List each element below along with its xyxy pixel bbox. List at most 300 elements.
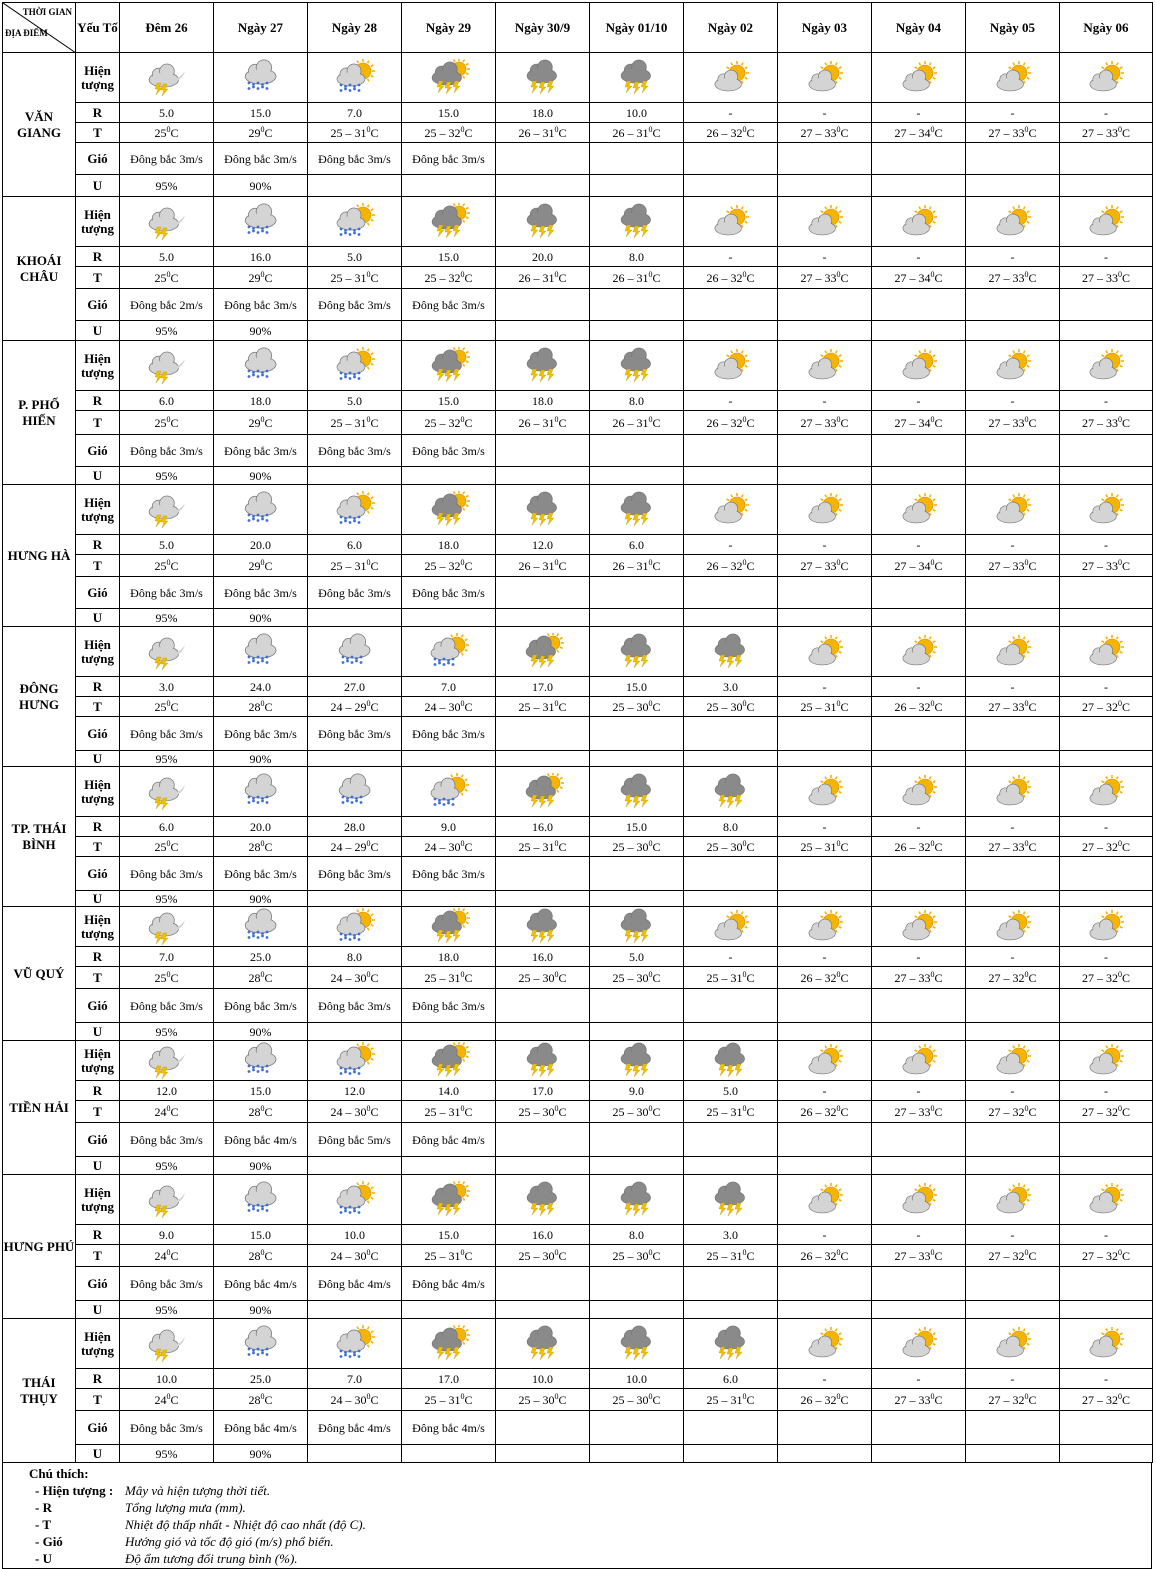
rain-row [3, 103, 1153, 123]
row-label: Gió [76, 989, 120, 1023]
empty-cell [590, 609, 684, 627]
empty-cell [872, 1267, 966, 1301]
night-cloud-lightning-icon [120, 347, 213, 385]
sun-cloud-icon [1060, 773, 1152, 811]
sun-cloud-icon [872, 59, 965, 97]
wind-value: Đông bắc 3m/s [214, 577, 308, 609]
rain-value: 6.0 [684, 1369, 778, 1389]
sun-dark-cloud-lightning-icon [402, 1042, 495, 1080]
cloud-rain-icon [214, 773, 307, 811]
sun-cloud-icon [778, 59, 871, 97]
empty-cell [684, 577, 778, 609]
empty-cell [966, 321, 1060, 341]
weather-cell [872, 907, 966, 947]
rain-value: 15.0 [402, 391, 496, 411]
temperature-value: $25^0C$ [120, 123, 214, 143]
weather-cell [590, 53, 684, 103]
sun-cloud-icon [778, 1325, 871, 1363]
row-label: Gió [76, 717, 120, 751]
rain-value: - [966, 535, 1060, 555]
rain-value: 25.0 [214, 1369, 308, 1389]
temperature-value: $25 - 31^0C$ [402, 1101, 496, 1123]
row-label: Hiện tượng [76, 1041, 120, 1081]
temperature-row [3, 267, 1153, 289]
weather-cell [214, 197, 308, 247]
weather-cell [684, 341, 778, 391]
sun-cloud-icon [872, 203, 965, 241]
cloud-rain-icon [214, 908, 307, 946]
sun-cloud-icon [684, 908, 777, 946]
weather-cell [778, 767, 872, 817]
rain-value: - [872, 677, 966, 697]
temperature-value: $26 - 32^0C$ [684, 411, 778, 435]
weather-cell [120, 485, 214, 535]
weather-cell [1060, 767, 1153, 817]
temperature-value: $27 - 32^0C$ [966, 1101, 1060, 1123]
temperature-value: $26 - 32^0C$ [778, 1101, 872, 1123]
temperature-row [3, 123, 1153, 143]
empty-cell [402, 1445, 496, 1463]
row-label: U [76, 321, 120, 341]
wind-value: Đông bắc 3m/s [308, 989, 402, 1023]
weather-cell [214, 485, 308, 535]
weather-cell [402, 1175, 496, 1225]
rain-value: 7.0 [308, 103, 402, 123]
row-label: T [76, 837, 120, 857]
rain-value: - [778, 103, 872, 123]
temperature-row [3, 1389, 1153, 1411]
rain-value: 7.0 [120, 947, 214, 967]
temperature-row [3, 837, 1153, 857]
sun-cloud-icon [778, 203, 871, 241]
row-label: Gió [76, 143, 120, 175]
wind-value: Đông bắc 3m/s [120, 143, 214, 175]
location-name: VŨ QUÝ [3, 907, 76, 1041]
empty-cell [1060, 1301, 1153, 1319]
temperature-value: $24 - 29^0C$ [308, 837, 402, 857]
rain-value: 5.0 [120, 535, 214, 555]
weather-cell [496, 1175, 590, 1225]
rain-value: 3.0 [684, 1225, 778, 1245]
weather-cell [966, 197, 1060, 247]
day-header: Ngày 01/10 [590, 3, 684, 53]
phenomenon-row [3, 627, 1153, 677]
empty-cell [590, 143, 684, 175]
temperature-row [3, 555, 1153, 577]
rain-value: - [778, 1081, 872, 1101]
sun-cloud-icon [684, 347, 777, 385]
row-label: Hiện tượng [76, 627, 120, 677]
weather-cell [684, 485, 778, 535]
weather-cell [966, 485, 1060, 535]
empty-cell [402, 1157, 496, 1175]
rain-value: 17.0 [402, 1369, 496, 1389]
temperature-value: $27 - 33^0C$ [966, 697, 1060, 717]
rain-value: - [1060, 947, 1153, 967]
weather-cell [590, 485, 684, 535]
empty-cell [496, 1301, 590, 1319]
row-label: R [76, 247, 120, 267]
rain-value: 10.0 [590, 103, 684, 123]
humidity-value: 90% [214, 891, 308, 907]
cloud-lightning-icon [496, 59, 589, 97]
note-item [35, 1499, 246, 1517]
empty-cell [308, 609, 402, 627]
empty-cell [590, 321, 684, 341]
empty-cell [1060, 143, 1153, 175]
cloud-lightning-icon [684, 633, 777, 671]
empty-cell [966, 1445, 1060, 1463]
temperature-value: $25 - 31^0C$ [496, 837, 590, 857]
day-header: Ngày 27 [214, 3, 308, 53]
sun-cloud-icon [684, 59, 777, 97]
wind-row [3, 857, 1153, 891]
temperature-value: $24 - 30^0C$ [402, 697, 496, 717]
empty-cell [778, 717, 872, 751]
weather-cell [120, 341, 214, 391]
note-desc: Hướng gió và tốc độ gió (m/s) phổ biến. [125, 1534, 334, 1549]
empty-cell [872, 1411, 966, 1445]
rain-value: 6.0 [120, 391, 214, 411]
empty-cell [590, 435, 684, 467]
empty-cell [496, 435, 590, 467]
note-item [35, 1482, 270, 1500]
weather-cell [872, 627, 966, 677]
rain-value: 6.0 [308, 535, 402, 555]
temperature-value: $27 - 33^0C$ [872, 1389, 966, 1411]
empty-cell [966, 435, 1060, 467]
temperature-value: $25 - 31^0C$ [778, 697, 872, 717]
weather-cell [120, 1319, 214, 1369]
cloud-lightning-icon [590, 773, 683, 811]
row-label: R [76, 817, 120, 837]
humidity-row [3, 1301, 1153, 1319]
row-label: U [76, 1157, 120, 1175]
empty-cell [872, 1301, 966, 1319]
rain-value: - [872, 1225, 966, 1245]
empty-cell [872, 467, 966, 485]
rain-value: 15.0 [402, 1225, 496, 1245]
row-label: U [76, 1445, 120, 1463]
temperature-value: $25 - 31^0C$ [402, 967, 496, 989]
temperature-value: $27 - 33^0C$ [872, 1101, 966, 1123]
phenomenon-row [3, 1041, 1153, 1081]
wind-row [3, 1123, 1153, 1157]
temperature-value: $27 - 33^0C$ [778, 267, 872, 289]
empty-cell [684, 175, 778, 197]
empty-cell [778, 1123, 872, 1157]
weather-cell [308, 485, 402, 535]
empty-cell [778, 1157, 872, 1175]
day-header: Ngày 30/9 [496, 3, 590, 53]
weather-cell [872, 1175, 966, 1225]
rain-value: 16.0 [496, 947, 590, 967]
weather-cell [402, 767, 496, 817]
temperature-value: $27 - 33^0C$ [966, 267, 1060, 289]
temperature-value: $26 - 31^0C$ [590, 411, 684, 435]
row-label: U [76, 1301, 120, 1319]
sun-cloud-icon [778, 347, 871, 385]
sun-cloud-icon [778, 773, 871, 811]
empty-cell [308, 1301, 402, 1319]
wind-value: Đông bắc 3m/s [308, 857, 402, 891]
empty-cell [1060, 717, 1153, 751]
sun-cloud-rain-icon [308, 203, 401, 241]
row-label: Hiện tượng [76, 485, 120, 535]
row-label: R [76, 947, 120, 967]
temperature-value: $25^0C$ [120, 837, 214, 857]
sun-cloud-icon [966, 1042, 1059, 1080]
empty-cell [496, 143, 590, 175]
temperature-value: $25 - 31^0C$ [308, 555, 402, 577]
empty-cell [872, 289, 966, 321]
cloud-lightning-icon [496, 1325, 589, 1363]
empty-cell [684, 1123, 778, 1157]
empty-cell [402, 175, 496, 197]
corner-time-label: THỜI GIAN [22, 7, 72, 17]
temperature-value: $29^0C$ [214, 267, 308, 289]
empty-cell [402, 891, 496, 907]
temperature-value: $25 - 31^0C$ [684, 1101, 778, 1123]
cloud-rain-icon [214, 1181, 307, 1219]
weather-cell [496, 485, 590, 535]
empty-cell [1060, 751, 1153, 767]
sun-cloud-icon [1060, 491, 1152, 529]
sun-cloud-icon [872, 1042, 965, 1080]
empty-cell [684, 717, 778, 751]
header-row [3, 3, 1153, 53]
weather-cell [214, 767, 308, 817]
location-name: HƯNG PHÚ [3, 1175, 76, 1319]
weather-cell [402, 485, 496, 535]
empty-cell [778, 143, 872, 175]
weather-cell [590, 767, 684, 817]
row-label: R [76, 103, 120, 123]
sun-dark-cloud-lightning-icon [402, 491, 495, 529]
sun-cloud-rain-icon [308, 1042, 401, 1080]
empty-cell [684, 467, 778, 485]
temperature-value: $25 - 31^0C$ [308, 411, 402, 435]
temperature-value: $28^0C$ [214, 967, 308, 989]
empty-cell [684, 751, 778, 767]
humidity-value: 90% [214, 1445, 308, 1463]
notes-title: Chú thích: [29, 1466, 89, 1481]
row-label: R [76, 1081, 120, 1101]
rain-value: 8.0 [590, 1225, 684, 1245]
empty-cell [402, 1301, 496, 1319]
cloud-lightning-icon [496, 908, 589, 946]
empty-cell [872, 717, 966, 751]
sun-cloud-rain-icon [308, 908, 401, 946]
sun-cloud-icon [1060, 203, 1152, 241]
sun-cloud-rain-icon [308, 1181, 401, 1219]
weather-cell [778, 1041, 872, 1081]
weather-cell [966, 341, 1060, 391]
temperature-value: $26 - 32^0C$ [872, 697, 966, 717]
weather-cell [684, 627, 778, 677]
temperature-value: $26 - 31^0C$ [590, 555, 684, 577]
empty-cell [590, 467, 684, 485]
wind-value: Đông bắc 3m/s [120, 1123, 214, 1157]
row-label: Hiện tượng [76, 341, 120, 391]
rain-value: - [1060, 103, 1153, 123]
row-label: T [76, 697, 120, 717]
rain-value: - [966, 947, 1060, 967]
sun-cloud-icon [778, 491, 871, 529]
humidity-value: 95% [120, 609, 214, 627]
cloud-rain-icon [214, 633, 307, 671]
weather-cell [402, 907, 496, 947]
rain-value: 3.0 [684, 677, 778, 697]
temperature-value: $24 - 30^0C$ [308, 1101, 402, 1123]
empty-cell [872, 1445, 966, 1463]
rain-value: 20.0 [496, 247, 590, 267]
rain-value: 12.0 [120, 1081, 214, 1101]
sun-cloud-icon [872, 491, 965, 529]
rain-value: 15.0 [214, 1081, 308, 1101]
empty-cell [966, 577, 1060, 609]
rain-value: - [1060, 391, 1153, 411]
empty-cell [966, 289, 1060, 321]
temperature-value: $24 - 30^0C$ [308, 1389, 402, 1411]
wind-value: Đông bắc 3m/s [402, 143, 496, 175]
temperature-value: $27 - 32^0C$ [966, 1389, 1060, 1411]
rain-value: - [778, 677, 872, 697]
weather-cell [778, 53, 872, 103]
weather-cell [214, 907, 308, 947]
row-label: Gió [76, 577, 120, 609]
rain-value: - [684, 391, 778, 411]
temperature-value: $27 - 32^0C$ [1060, 837, 1153, 857]
night-cloud-lightning-icon [120, 1042, 213, 1080]
phenomenon-row [3, 485, 1153, 535]
weather-cell [966, 1175, 1060, 1225]
empty-cell [590, 857, 684, 891]
row-label: Gió [76, 1411, 120, 1445]
weather-cell [966, 627, 1060, 677]
location-name: HƯNG HÀ [3, 485, 76, 627]
row-label: Gió [76, 289, 120, 321]
row-label: Gió [76, 1123, 120, 1157]
empty-cell [872, 435, 966, 467]
temperature-value: $27 - 33^0C$ [1060, 555, 1153, 577]
temperature-value: $25^0C$ [120, 267, 214, 289]
rain-value: 28.0 [308, 817, 402, 837]
phenomenon-row [3, 767, 1153, 817]
cloud-lightning-icon [590, 633, 683, 671]
sun-cloud-rain-icon [308, 491, 401, 529]
rain-row [3, 1225, 1153, 1245]
temperature-value: $25 - 30^0C$ [590, 1389, 684, 1411]
rain-value: 25.0 [214, 947, 308, 967]
rain-value: - [1060, 247, 1153, 267]
row-label: R [76, 677, 120, 697]
wind-row [3, 989, 1153, 1023]
rain-value: 7.0 [308, 1369, 402, 1389]
sun-cloud-icon [872, 773, 965, 811]
rain-value: - [872, 947, 966, 967]
empty-cell [684, 1023, 778, 1041]
location-name: ĐÔNG HƯNG [3, 627, 76, 767]
wind-value: Đông bắc 3m/s [308, 143, 402, 175]
row-label: R [76, 1225, 120, 1245]
cloud-lightning-icon [496, 1042, 589, 1080]
day-header: Ngày 04 [872, 3, 966, 53]
row-label: R [76, 535, 120, 555]
empty-cell [590, 891, 684, 907]
temperature-value: $25 - 30^0C$ [496, 1389, 590, 1411]
empty-cell [684, 289, 778, 321]
wind-value: Đông bắc 3m/s [120, 1267, 214, 1301]
empty-cell [496, 1445, 590, 1463]
sun-dark-cloud-lightning-icon [402, 203, 495, 241]
wind-value: Đông bắc 3m/s [308, 717, 402, 751]
temperature-value: $27 - 33^0C$ [778, 123, 872, 143]
night-cloud-lightning-icon [120, 633, 213, 671]
temperature-value: $25 - 31^0C$ [308, 123, 402, 143]
empty-cell [966, 989, 1060, 1023]
empty-cell [684, 857, 778, 891]
empty-cell [966, 857, 1060, 891]
wind-value: Đông bắc 3m/s [214, 857, 308, 891]
row-label: Hiện tượng [76, 197, 120, 247]
weather-cell [966, 53, 1060, 103]
empty-cell [778, 751, 872, 767]
temperature-row [3, 967, 1153, 989]
humidity-row [3, 609, 1153, 627]
night-cloud-lightning-icon [120, 1325, 213, 1363]
night-cloud-lightning-icon [120, 773, 213, 811]
empty-cell [872, 857, 966, 891]
day-header: Đêm 26 [120, 3, 214, 53]
sun-dark-cloud-lightning-icon [402, 908, 495, 946]
empty-cell [778, 1023, 872, 1041]
temperature-value: $27 - 32^0C$ [1060, 1389, 1153, 1411]
sun-cloud-icon [778, 908, 871, 946]
sun-cloud-rain-icon [308, 1325, 401, 1363]
humidity-value: 95% [120, 751, 214, 767]
weather-cell [214, 53, 308, 103]
sun-dark-cloud-lightning-icon [402, 1181, 495, 1219]
empty-cell [1060, 467, 1153, 485]
empty-cell [966, 1411, 1060, 1445]
wind-value: Đông bắc 4m/s [308, 1267, 402, 1301]
row-label: T [76, 267, 120, 289]
rain-value: - [966, 1369, 1060, 1389]
weather-cell [590, 1319, 684, 1369]
temperature-value: $26 - 32^0C$ [684, 267, 778, 289]
empty-cell [1060, 1157, 1153, 1175]
wind-value: Đông bắc 3m/s [402, 717, 496, 751]
temperature-value: $26 - 31^0C$ [590, 123, 684, 143]
empty-cell [308, 1157, 402, 1175]
weather-cell [966, 1319, 1060, 1369]
rain-value: 12.0 [308, 1081, 402, 1101]
weather-cell [684, 907, 778, 947]
sun-dark-cloud-lightning-icon [402, 1325, 495, 1363]
weather-cell [120, 907, 214, 947]
wind-row [3, 717, 1153, 751]
night-cloud-lightning-icon [120, 59, 213, 97]
temperature-value: $25 - 31^0C$ [402, 1389, 496, 1411]
note-item [35, 1516, 366, 1534]
note-key: - R [35, 1500, 52, 1515]
wind-value: Đông bắc 3m/s [402, 435, 496, 467]
temperature-value: $27 - 34^0C$ [872, 123, 966, 143]
humidity-value: 95% [120, 1157, 214, 1175]
cloud-rain-icon [214, 59, 307, 97]
rain-value: - [684, 247, 778, 267]
